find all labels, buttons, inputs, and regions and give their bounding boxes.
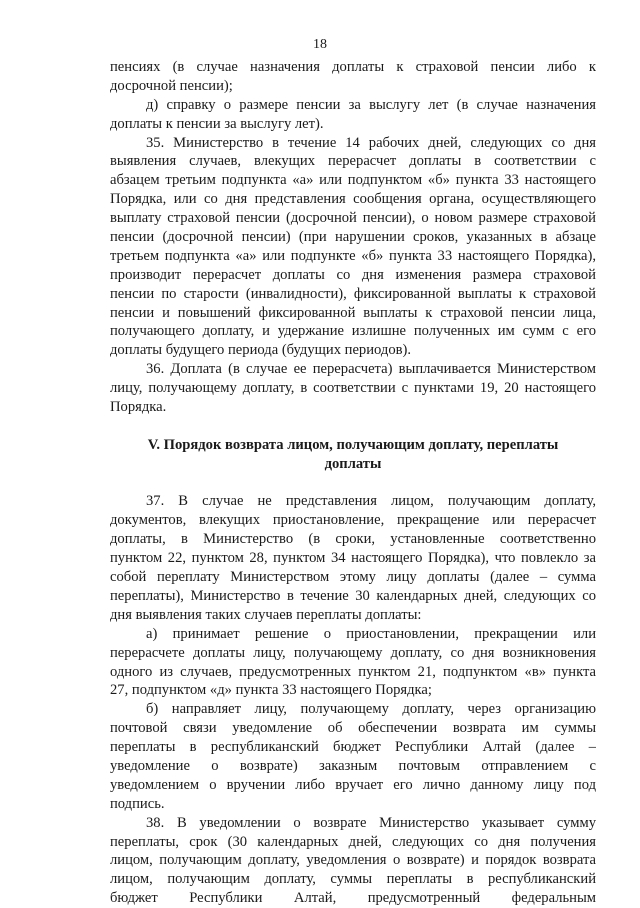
text-line: лицу, получающему доплату, в соответствии с пунктами 19, 20 настоящего <box>110 380 596 397</box>
text-line: доплаты к пенсии за выслугу лет). <box>110 115 324 132</box>
text-line: абзацем третьим подпункта «а» или подпунктом «б» пункта 33 настоящего <box>110 172 596 189</box>
text-line: 37. В случае не представления лицом, получающим доплату, <box>146 493 596 510</box>
text-line: лицом, получающим доплату, суммы переплаты в республиканский <box>110 871 596 888</box>
text-block-paragraphs-34-36 <box>110 58 596 417</box>
text-line: 27, подпунктом «д» пункта 33 настоящего Порядка; <box>110 682 432 699</box>
text-line: доплаты, в Министерство (в сроки, установленные соответственно <box>110 531 596 548</box>
text-line: пенсии (досрочной пенсии) (при нарушении сроков, указанных в абзаце <box>110 229 596 246</box>
text-line: пунктом 22, пунктом 28, пунктом 34 настоящего Порядка), что повлекло за <box>110 550 596 567</box>
text-line: д) справку о размере пенсии за выслугу лет (в случае назначения <box>146 96 596 113</box>
text-line: документов, влекущих приостановление, прекращение или перерасчет <box>110 512 596 529</box>
text-line: досрочной пенсии); <box>110 77 233 94</box>
text-line: 35. Министерство в течение 14 рабочих дней, следующих со дня <box>146 134 596 151</box>
text-line: переплаты в республиканский бюджет Республики Алтай (далее – <box>110 739 596 756</box>
text-line: третьем подпункта «а» или подпункте «б» пункта 33 настоящего Порядка), <box>110 247 596 264</box>
text-line: Порядка, или со дня представления сообщения органа, осуществляющего <box>110 191 596 208</box>
text-line: получающего доплату, и удержание излишне полученных им сумм с его <box>110 323 596 340</box>
text-line: б) направляет лицу, получающему доплату, через организацию <box>146 701 596 718</box>
text-line: уведомление о возврате) заказным почтовым отправлением с <box>110 757 596 774</box>
section-heading-line-1: V. Порядок возврата лицом, получающим доплату, переплаты <box>147 436 559 453</box>
text-line: одного из случаев, предусмотренных пунктом 21, подпунктом «в» пункта <box>110 663 596 680</box>
text-line: дня выявления таких случаев переплаты доплаты: <box>110 606 422 623</box>
text-line: выплату страховой пенсии (досрочной пенсии), о новом размере страховой <box>110 210 596 227</box>
text-line: уведомлением о вручении либо вручает его лично данному лицу под <box>110 776 596 793</box>
text-line: лицом, получающим доплату, уведомления о возврате) и порядок возврата <box>110 852 596 869</box>
text-line: 36. Доплата (в случае ее перерасчета) выплачивается Министерством <box>146 361 596 378</box>
text-line: Порядка. <box>110 399 167 416</box>
text-line: доплаты будущего периода (будущих периодов). <box>110 342 412 359</box>
text-line: а) принимает решение о приостановлении, прекращении или <box>146 625 596 642</box>
text-line: подпись. <box>110 795 165 812</box>
spacer <box>110 474 596 493</box>
text-line: пенсии и повышений фиксированной выплаты к страховой пенсии лица, <box>110 304 596 321</box>
text-line: перерасчете доплаты лицу, получающему доплату, со дня возникновения <box>110 644 596 661</box>
text-line: переплаты, срок (30 календарных дней, следующих со дня получения <box>110 833 596 850</box>
section-heading-line-2: доплаты <box>324 455 382 472</box>
text-line: пенсиях (в случае назначения доплаты к страховой пенсии либо к <box>110 59 596 75</box>
text-line: бюджет Республики Алтай, предусмотренный федеральным <box>110 890 596 907</box>
text-line: пенсии по старости (инвалидности), фиксированной выплаты к страховой <box>110 285 596 302</box>
text-line: собой переплату Министерством этому лицу доплаты (далее – сумма <box>110 569 596 586</box>
page-number: 18 <box>313 37 327 52</box>
text-line: выявления случаев, влекущих перерасчет доплаты в соответствии с <box>110 153 596 170</box>
text-block-paragraphs-37-38 <box>110 492 596 908</box>
text-line: 38. В уведомлении о возврате Министерство указывает сумму <box>146 814 596 831</box>
spacer <box>110 417 596 436</box>
text-line: переплаты), Министерство в течение 30 календарных дней, следующих со <box>110 587 596 604</box>
text-line: производит перерасчет доплаты со дня изменения размера страховой <box>110 266 596 283</box>
document-body <box>110 58 596 908</box>
text-line: почтовой связи уведомление об обеспечении возврата им суммы <box>110 720 596 737</box>
